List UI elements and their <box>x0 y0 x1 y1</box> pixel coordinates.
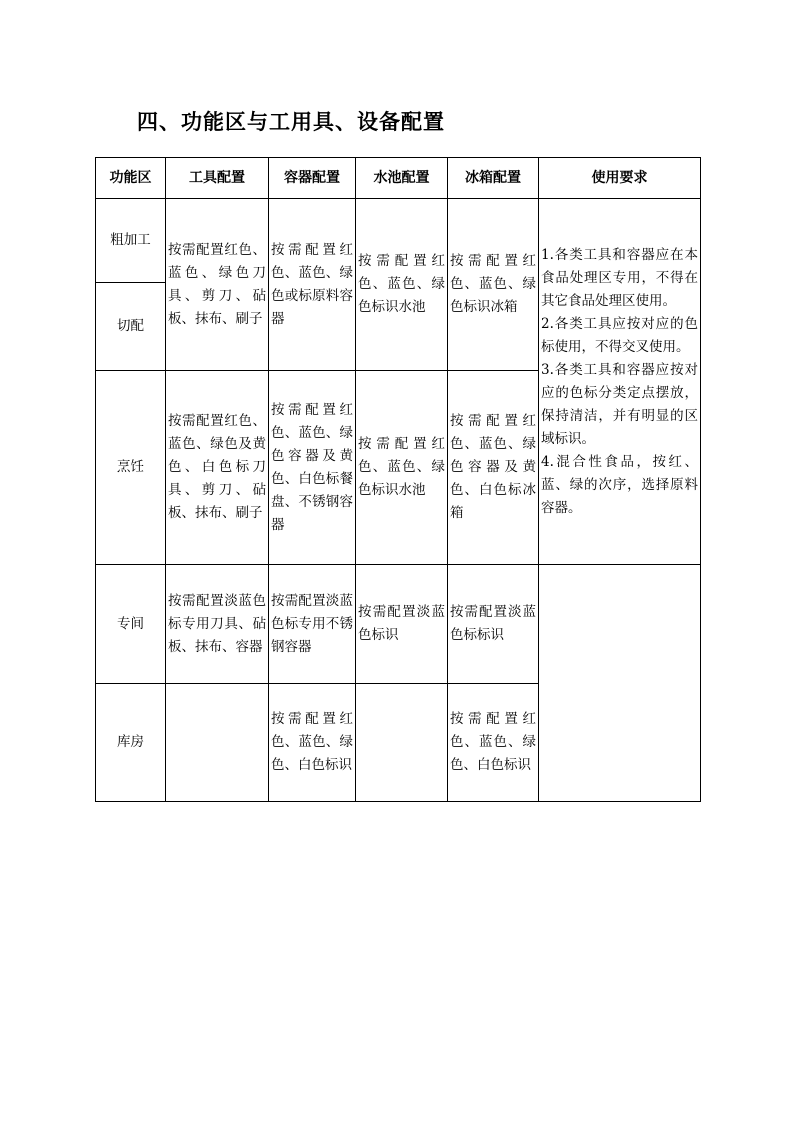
store-containers: 按需配置红色、蓝色、绿色、白色标识 <box>269 684 356 802</box>
config-table <box>95 157 701 802</box>
cook-tools: 按需配置红色、蓝色、绿色及黄色、白色标刀具、剪刀、砧板、抹布、刷子 <box>166 371 269 565</box>
special-sink: 按需配置淡蓝色标识 <box>356 565 448 684</box>
requirement-1: 1.各类工具和容器应在本食品处理区专用，不得在其它食品处理区使用。 <box>541 246 698 309</box>
requirement-2: 2.各类工具应按对应的色标使用，不得交叉使用。 <box>541 315 698 355</box>
cook-containers: 按需配置红色、蓝色、绿色容器及黄色、白色标餐盘、不锈钢容器 <box>269 371 356 565</box>
rough-cut-containers: 按需配置红色、蓝色、绿色或标原料容器 <box>269 199 356 371</box>
header-zone: 功能区 <box>96 158 166 199</box>
store-fridge: 按需配置红色、蓝色、绿色、白色标识 <box>448 684 539 802</box>
table-row-rough <box>96 199 701 283</box>
header-requirements: 使用要求 <box>539 158 701 199</box>
header-sink: 水池配置 <box>356 158 448 199</box>
table-header-row <box>96 158 701 199</box>
zone-store: 库房 <box>96 684 166 802</box>
zone-cook: 烹饪 <box>96 371 166 565</box>
zone-rough: 粗加工 <box>96 199 166 283</box>
page-title: 四、功能区与工用具、设备配置 <box>137 110 445 134</box>
rough-cut-fridge: 按需配置红色、蓝色、绿色标识冰箱 <box>448 199 539 371</box>
header-containers: 容器配置 <box>269 158 356 199</box>
zone-cut: 切配 <box>96 283 166 371</box>
requirement-4: 4.混合性食品，按红、蓝、绿的次序，选择原料容器。 <box>541 453 698 516</box>
rough-cut-tools: 按需配置红色、蓝色、绿色刀具、剪刀、砧板、抹布、刷子 <box>166 199 269 371</box>
special-fridge: 按需配置淡蓝色标标识 <box>448 565 539 684</box>
special-tools: 按需配置淡蓝色标专用刀具、砧板、抹布、容器 <box>166 565 269 684</box>
requirements-empty-cell <box>539 565 701 802</box>
header-fridge: 冰箱配置 <box>448 158 539 199</box>
zone-special: 专间 <box>96 565 166 684</box>
table-row-special <box>96 565 701 684</box>
special-containers: 按需配置淡蓝色标专用不锈钢容器 <box>269 565 356 684</box>
usage-requirements <box>539 199 701 565</box>
cook-sink: 按需配置红色、蓝色、绿色标识水池 <box>356 371 448 565</box>
rough-cut-sink: 按需配置红色、蓝色、绿色标识水池 <box>356 199 448 371</box>
store-tools <box>166 684 269 802</box>
store-sink <box>356 684 448 802</box>
cook-fridge: 按需配置红色、蓝色、绿色容器及黄色、白色标冰箱 <box>448 371 539 565</box>
requirement-3: 3.各类工具和容器应按对应的色标分类定点摆放，保持清洁，并有明显的区域标识。 <box>541 361 698 447</box>
header-tools: 工具配置 <box>166 158 269 199</box>
